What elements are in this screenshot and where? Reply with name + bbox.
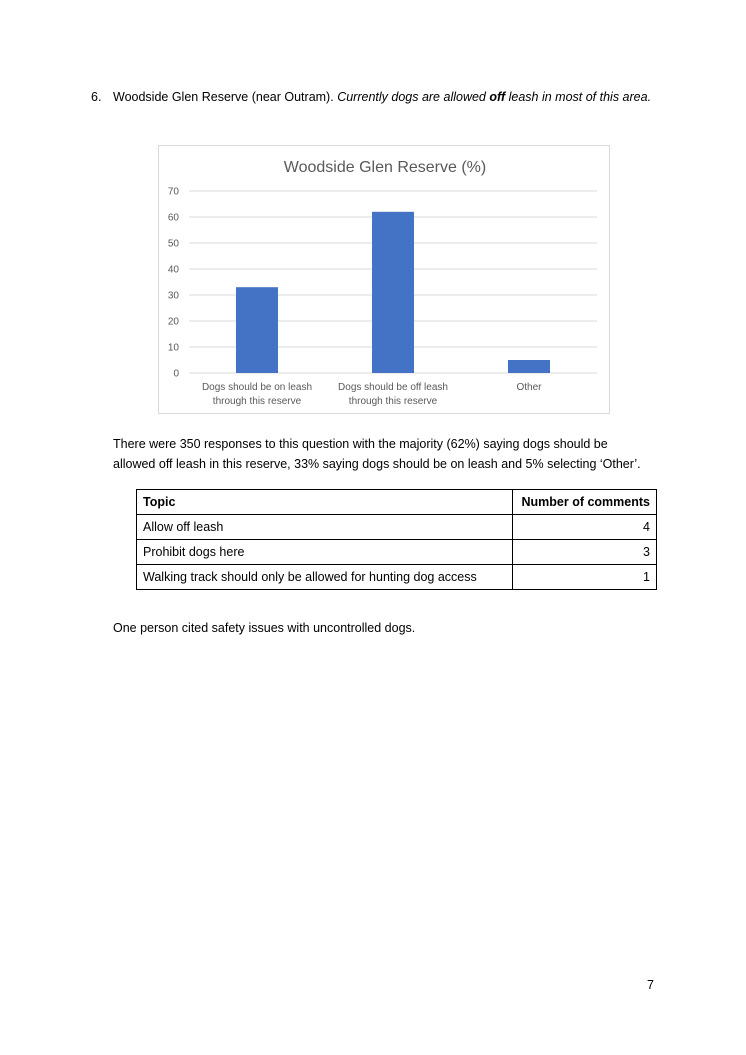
y-tick-label: 10	[167, 342, 179, 354]
question-note	[337, 90, 651, 104]
question-note-before: Currently dogs are allowed	[337, 90, 486, 104]
y-tick-label: 50	[167, 238, 179, 250]
page-number: 7	[647, 978, 654, 992]
table-row	[137, 565, 657, 590]
table-cell-count: 4	[513, 515, 657, 540]
question-note-after: leash in most of this area.	[508, 90, 652, 104]
table-cell-count: 1	[513, 565, 657, 590]
x-tick-label: through this reserve	[212, 396, 302, 407]
bar	[372, 212, 414, 373]
y-tick-label: 60	[167, 212, 179, 224]
question-number: 6.	[91, 90, 102, 104]
x-tick-label: Dogs should be on leash	[201, 382, 313, 393]
y-tick-label: 30	[167, 290, 179, 302]
x-tick-label: Dogs should be off leash	[338, 382, 448, 393]
table-header-row	[137, 490, 657, 515]
comments-table	[136, 489, 657, 590]
question-heading	[91, 90, 651, 104]
table-row	[137, 515, 657, 540]
table-cell-topic: Prohibit dogs here	[137, 540, 513, 565]
table-row	[137, 540, 657, 565]
question-title: Woodside Glen Reserve (near Outram).	[113, 90, 334, 104]
table-cell-topic: Walking track should only be allowed for hunting dog access	[137, 565, 513, 590]
question-note-bold: off	[489, 90, 506, 104]
table-header-topic: Topic	[137, 490, 513, 515]
summary-paragraph: There were 350 responses to this question with the majority (62%) saying dogs should be allowed off leash in this reserve, 33% saying dogs should be on leash and 5% selecting ‘Other’.	[113, 437, 641, 471]
y-tick-label: 40	[167, 264, 179, 276]
table-header-count: Number of comments	[513, 490, 657, 515]
table-cell-count: 3	[513, 540, 657, 565]
bar	[236, 287, 278, 373]
y-tick-label: 0	[173, 368, 179, 380]
bar-chart-svg	[159, 146, 611, 415]
x-tick-label: Other	[516, 382, 542, 393]
table-cell-topic: Allow off leash	[137, 515, 513, 540]
x-tick-label: through this reserve	[348, 396, 438, 407]
comment-note: One person cited safety issues with uncontrolled dogs.	[113, 621, 416, 635]
bar-chart	[158, 145, 610, 414]
chart-title: Woodside Glen Reserve (%)	[283, 159, 487, 176]
y-tick-label: 70	[167, 186, 179, 198]
y-tick-label: 20	[167, 316, 179, 328]
bar	[508, 360, 550, 373]
